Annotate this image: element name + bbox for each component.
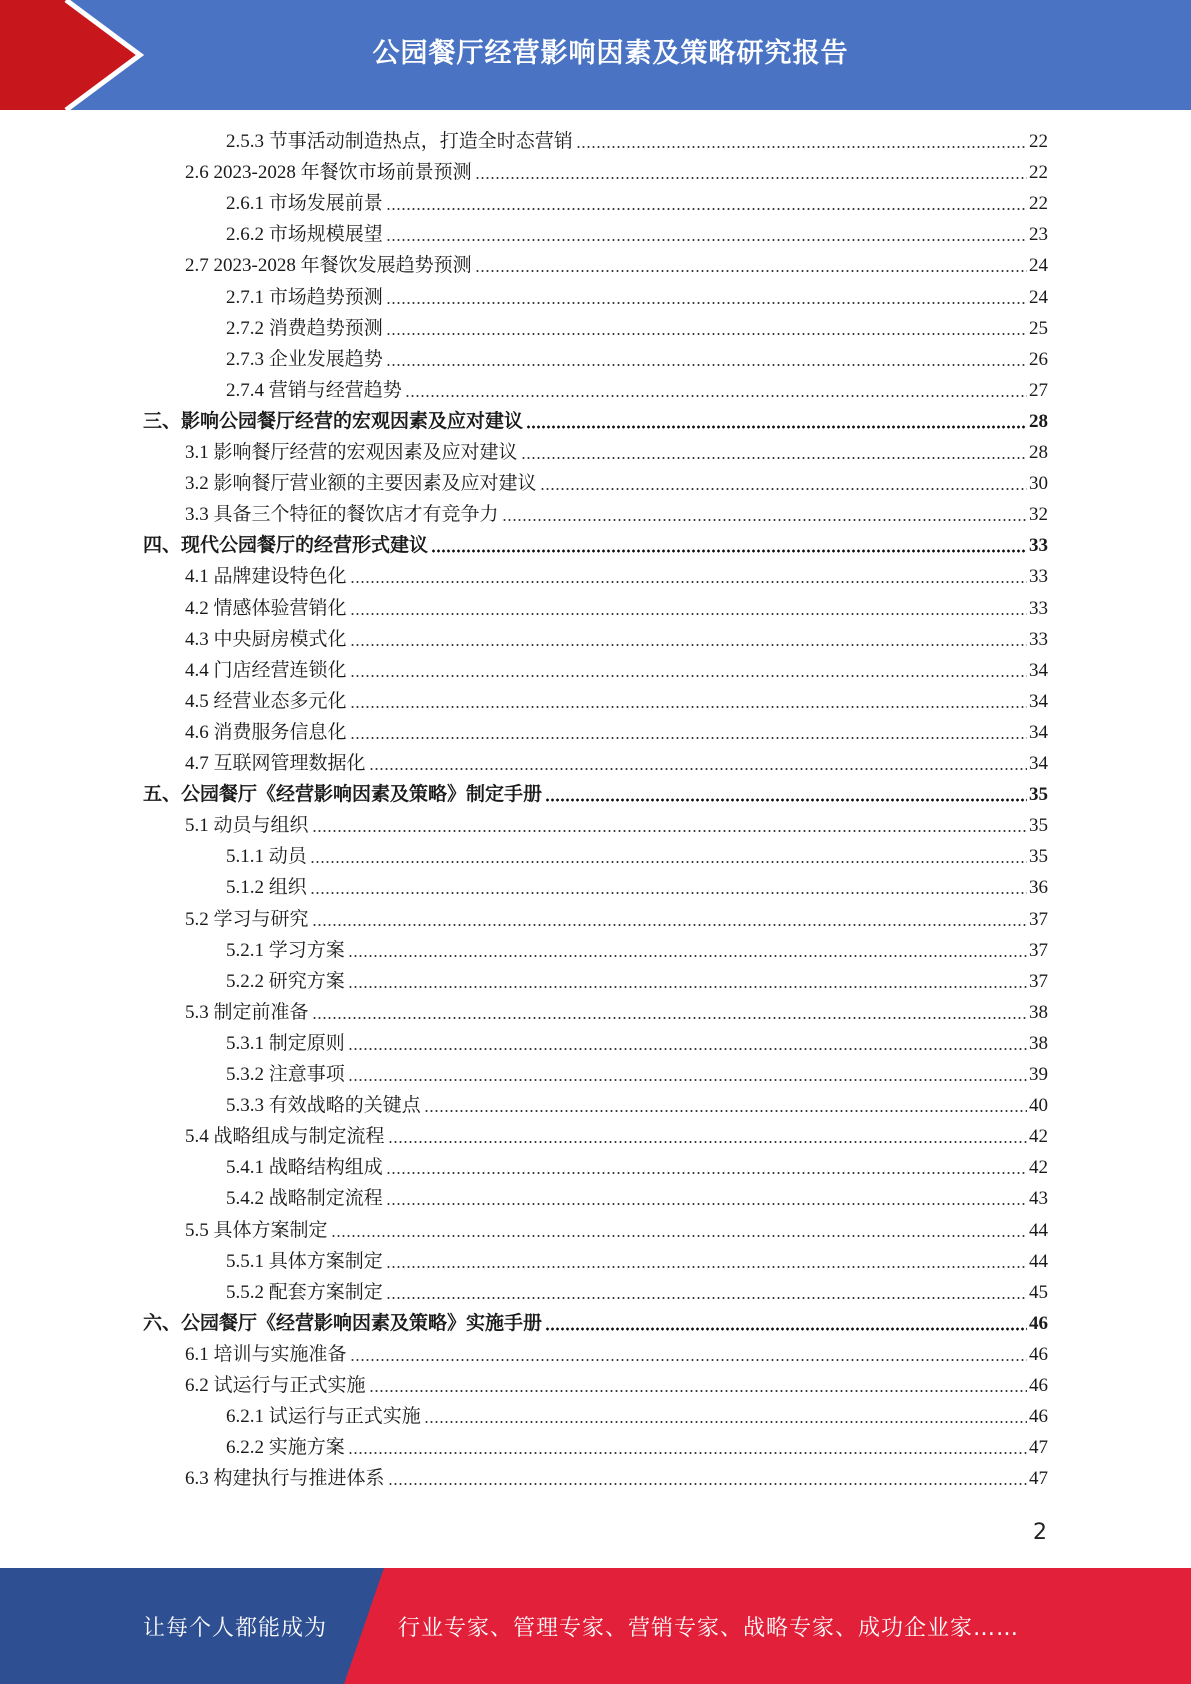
toc-dot-leader bbox=[386, 363, 1027, 367]
toc-entry[interactable] bbox=[226, 1432, 1048, 1463]
toc-entry-label: 2.7.2 消费趋势预测 bbox=[226, 317, 383, 339]
toc-entry-page: 39 bbox=[1029, 1064, 1048, 1085]
toc-entry-label: 五、公园餐厅《经营影响因素及策略》制定手册 bbox=[143, 784, 543, 806]
toc-dot-leader bbox=[312, 829, 1027, 833]
toc-entry[interactable] bbox=[185, 561, 1048, 592]
toc-entry-label: 6.2 试运行与正式实施 bbox=[185, 1375, 366, 1396]
toc-entry-page: 22 bbox=[1029, 162, 1048, 184]
toc-entry-page: 47 bbox=[1029, 1437, 1048, 1459]
toc-dot-leader bbox=[312, 923, 1027, 927]
toc-entry[interactable] bbox=[185, 904, 1048, 935]
toc-entry[interactable] bbox=[185, 810, 1048, 841]
toc-entry-page: 46 bbox=[1029, 1312, 1048, 1334]
toc-entry[interactable] bbox=[226, 935, 1048, 966]
toc-entry-label: 5.2.2 研究方案 bbox=[226, 970, 345, 992]
toc-entry-label: 2.6.1 市场发展前景 bbox=[226, 193, 383, 215]
toc-entry-label: 5.1.1 动员 bbox=[226, 846, 307, 868]
document-title: 公园餐厅经营影响因素及策略研究报告 bbox=[372, 37, 849, 69]
toc-entry-page: 46 bbox=[1029, 1343, 1048, 1365]
toc-dot-leader bbox=[350, 705, 1027, 709]
toc-entry-label: 3.2 影响餐厅营业额的主要因素及应对建议 bbox=[185, 473, 537, 495]
toc-entry-label: 四、现代公园餐厅的经营形式建议 bbox=[143, 535, 429, 557]
toc-entry-label: 4.5 经营业态多元化 bbox=[185, 690, 347, 712]
toc-entry-page: 38 bbox=[1029, 1001, 1048, 1023]
toc-entry[interactable] bbox=[226, 188, 1048, 219]
toc-entry[interactable] bbox=[185, 499, 1048, 530]
toc-entry-label: 5.3.1 制定原则 bbox=[226, 1032, 345, 1054]
toc-entry-label: 2.5.3 节事活动制造热点，打造全时态营销 bbox=[226, 131, 573, 152]
toc-dot-leader bbox=[521, 456, 1027, 460]
toc-entry[interactable] bbox=[226, 1183, 1048, 1214]
toc-entry[interactable] bbox=[143, 779, 1048, 810]
toc-entry-label: 4.1 品牌建设特色化 bbox=[185, 566, 347, 588]
page-header bbox=[0, 0, 1191, 110]
toc-dot-leader bbox=[350, 643, 1027, 647]
toc-entry-page: 26 bbox=[1029, 348, 1048, 370]
toc-entry[interactable] bbox=[185, 250, 1048, 281]
toc-entry-label: 6.2.2 实施方案 bbox=[226, 1437, 345, 1459]
toc-entry[interactable] bbox=[226, 1090, 1048, 1121]
toc-entry-label: 4.7 互联网管理数据化 bbox=[185, 753, 366, 774]
toc-entry[interactable] bbox=[185, 997, 1048, 1028]
toc-entry-page: 45 bbox=[1029, 1281, 1048, 1303]
page-number: 2 bbox=[1033, 1520, 1047, 1545]
toc-entry-label: 5.2.1 学习方案 bbox=[226, 939, 345, 961]
toc-entry[interactable] bbox=[185, 717, 1048, 748]
toc-dot-leader bbox=[350, 674, 1027, 678]
toc-entry-label: 5.4.1 战略结构组成 bbox=[226, 1157, 383, 1179]
toc-entry-label: 5.5.2 配套方案制定 bbox=[226, 1281, 383, 1303]
toc-entry-label: 2.7.1 市场趋势预测 bbox=[226, 286, 383, 308]
toc-entry[interactable] bbox=[185, 1463, 1048, 1494]
toc-entry[interactable] bbox=[185, 157, 1048, 188]
toc-entry[interactable] bbox=[226, 126, 1048, 157]
toc-entry-page: 28 bbox=[1029, 442, 1048, 463]
footer-slogan-left: 让每个人都能成为 bbox=[143, 1615, 328, 1641]
toc-dot-leader bbox=[545, 1327, 1027, 1331]
toc-entry-page: 36 bbox=[1029, 877, 1048, 899]
toc-entry-label: 2.7.4 营销与经营趋势 bbox=[226, 379, 402, 401]
toc-entry-label: 5.4.2 战略制定流程 bbox=[226, 1188, 383, 1210]
toc-entry-page: 37 bbox=[1029, 939, 1048, 961]
toc-dot-leader bbox=[386, 301, 1027, 305]
toc-entry-page: 33 bbox=[1029, 535, 1048, 557]
toc-entry-page: 46 bbox=[1029, 1375, 1048, 1396]
toc-entry-page: 34 bbox=[1029, 659, 1048, 681]
toc-entry-label: 4.3 中央厨房模式化 bbox=[185, 628, 347, 650]
toc-entry-page: 33 bbox=[1029, 628, 1048, 650]
toc-entry-page: 22 bbox=[1029, 131, 1048, 152]
toc-entry-page: 42 bbox=[1029, 1157, 1048, 1179]
toc-entry-page: 23 bbox=[1029, 224, 1048, 246]
toc-entry[interactable] bbox=[143, 530, 1048, 561]
toc-entry[interactable] bbox=[226, 375, 1048, 406]
toc-entry-label: 六、公园餐厅《经营影响因素及策略》实施手册 bbox=[143, 1312, 543, 1334]
toc-entry-page: 44 bbox=[1029, 1250, 1048, 1272]
toc-dot-leader bbox=[348, 1078, 1027, 1082]
toc-entry[interactable] bbox=[226, 219, 1048, 250]
toc-dot-leader bbox=[350, 612, 1027, 616]
toc-dot-leader bbox=[350, 580, 1027, 584]
toc-dot-leader bbox=[386, 1202, 1027, 1206]
toc-entry-label: 三、影响公园餐厅经营的宏观因素及应对建议 bbox=[143, 410, 524, 432]
toc-entry[interactable] bbox=[226, 1028, 1048, 1059]
toc-entry[interactable] bbox=[185, 748, 1048, 779]
toc-entry-label: 4.6 消费服务信息化 bbox=[185, 721, 347, 743]
toc-entry-page: 33 bbox=[1029, 566, 1048, 588]
toc-entry[interactable] bbox=[226, 313, 1048, 344]
toc-entry-page: 37 bbox=[1029, 970, 1048, 992]
toc-entry-label: 6.3 构建执行与推进体系 bbox=[185, 1468, 385, 1490]
toc-entry[interactable] bbox=[185, 593, 1048, 624]
toc-entry-page: 35 bbox=[1029, 815, 1048, 837]
toc-dot-leader bbox=[386, 1265, 1027, 1269]
toc-dot-leader bbox=[502, 518, 1027, 522]
toc-dot-leader bbox=[424, 1420, 1027, 1424]
toc-entry-label: 5.4 战略组成与制定流程 bbox=[185, 1126, 385, 1148]
toc-entry[interactable] bbox=[226, 1401, 1048, 1432]
toc-entry-label: 5.1 动员与组织 bbox=[185, 815, 309, 837]
toc-entry-label: 2.7.3 企业发展趋势 bbox=[226, 348, 383, 370]
toc-dot-leader bbox=[310, 891, 1027, 895]
toc-entry-label: 6.2.1 试运行与正式实施 bbox=[226, 1406, 421, 1428]
toc-entry[interactable] bbox=[226, 344, 1048, 375]
toc-entry[interactable] bbox=[226, 1059, 1048, 1090]
toc-entry-label: 5.3.3 有效战略的关键点 bbox=[226, 1095, 421, 1117]
toc-dot-leader bbox=[369, 767, 1027, 771]
toc-entry[interactable] bbox=[185, 468, 1048, 499]
toc-dot-leader bbox=[405, 394, 1027, 398]
toc-entry-label: 6.1 培训与实施准备 bbox=[185, 1343, 347, 1365]
toc-entry[interactable] bbox=[226, 841, 1048, 872]
toc-entry-page: 35 bbox=[1029, 846, 1048, 868]
toc-dot-leader bbox=[350, 1358, 1027, 1362]
toc-dot-leader bbox=[348, 985, 1027, 989]
toc-entry-label: 4.2 情感体验营销化 bbox=[185, 597, 347, 619]
toc-entry-label: 3.1 影响餐厅经营的宏观因素及应对建议 bbox=[185, 442, 518, 463]
toc-dot-leader bbox=[348, 954, 1027, 958]
toc-dot-leader bbox=[369, 1389, 1027, 1393]
toc-entry[interactable] bbox=[185, 1121, 1048, 1152]
toc-entry-page: 37 bbox=[1029, 908, 1048, 930]
toc-entry-page: 24 bbox=[1029, 255, 1048, 277]
toc-entry-label: 5.5 具体方案制定 bbox=[185, 1219, 328, 1241]
toc-entry[interactable] bbox=[185, 1215, 1048, 1246]
toc-entry-page: 30 bbox=[1029, 473, 1048, 495]
toc-dot-leader bbox=[348, 1047, 1027, 1051]
toc-entry-page: 47 bbox=[1029, 1468, 1048, 1490]
toc-entry-page: 44 bbox=[1029, 1219, 1048, 1241]
toc-entry[interactable] bbox=[185, 686, 1048, 717]
toc-dot-leader bbox=[386, 332, 1027, 336]
toc-entry[interactable] bbox=[185, 624, 1048, 655]
toc-entry-page: 34 bbox=[1029, 753, 1048, 774]
toc-entry-page: 46 bbox=[1029, 1406, 1048, 1428]
toc-entry-page: 27 bbox=[1029, 379, 1048, 401]
toc-entry-page: 28 bbox=[1029, 410, 1048, 432]
toc-entry-page: 24 bbox=[1029, 286, 1048, 308]
page-footer bbox=[0, 1568, 1191, 1684]
toc-entry-page: 22 bbox=[1029, 193, 1048, 215]
toc-entry[interactable] bbox=[226, 1152, 1048, 1183]
toc-entry-label: 2.7 2023-2028 年餐饮发展趋势预测 bbox=[185, 255, 472, 277]
toc-dot-leader bbox=[331, 1234, 1027, 1238]
toc-dot-leader bbox=[424, 1109, 1027, 1113]
toc-entry-label: 2.6 2023-2028 年餐饮市场前景预测 bbox=[185, 162, 472, 184]
toc-entry-label: 5.3 制定前准备 bbox=[185, 1001, 309, 1023]
toc-entry-page: 35 bbox=[1029, 784, 1048, 806]
toc-entry[interactable] bbox=[185, 437, 1048, 468]
toc-entry-page: 34 bbox=[1029, 690, 1048, 712]
toc-dot-leader bbox=[388, 1140, 1027, 1144]
toc-dot-leader bbox=[386, 207, 1027, 211]
toc-entry[interactable] bbox=[185, 655, 1048, 686]
toc-entry[interactable] bbox=[226, 1246, 1048, 1277]
toc-entry-label: 3.3 具备三个特征的餐饮店才有竞争力 bbox=[185, 504, 499, 526]
toc-entry[interactable] bbox=[143, 406, 1048, 437]
toc-dot-leader bbox=[312, 1016, 1027, 1020]
toc-entry-page: 40 bbox=[1029, 1095, 1048, 1117]
toc-entry-label: 5.2 学习与研究 bbox=[185, 908, 309, 930]
toc-entry-page: 42 bbox=[1029, 1126, 1048, 1148]
toc-entry-label: 2.6.2 市场规模展望 bbox=[226, 224, 383, 246]
toc-dot-leader bbox=[540, 487, 1027, 491]
toc-dot-leader bbox=[386, 1171, 1027, 1175]
toc-entry[interactable] bbox=[226, 1277, 1048, 1308]
toc-entry-page: 33 bbox=[1029, 597, 1048, 619]
footer-slogan-right: 行业专家、管理专家、营销专家、战略专家、成功企业家…… bbox=[398, 1615, 1020, 1641]
toc-entry-page: 43 bbox=[1029, 1188, 1048, 1210]
toc-dot-leader bbox=[475, 269, 1027, 273]
toc-entry-label: 5.3.2 注意事项 bbox=[226, 1064, 345, 1085]
toc-dot-leader bbox=[310, 860, 1027, 864]
toc-entry[interactable] bbox=[226, 966, 1048, 997]
toc-dot-leader bbox=[545, 798, 1027, 802]
toc-dot-leader bbox=[475, 176, 1027, 180]
toc-entry[interactable] bbox=[185, 1370, 1048, 1401]
toc-entry-label: 4.4 门店经营连锁化 bbox=[185, 659, 347, 681]
toc-entry[interactable] bbox=[226, 872, 1048, 903]
toc-entry-page: 25 bbox=[1029, 317, 1048, 339]
toc-entry[interactable] bbox=[185, 1339, 1048, 1370]
toc-entry-page: 38 bbox=[1029, 1032, 1048, 1054]
toc-entry-label: 5.1.2 组织 bbox=[226, 877, 307, 899]
toc-dot-leader bbox=[388, 1482, 1027, 1486]
toc-entry-page: 34 bbox=[1029, 721, 1048, 743]
toc-dot-leader bbox=[350, 736, 1027, 740]
toc-entry-label: 5.5.1 具体方案制定 bbox=[226, 1250, 383, 1272]
toc-dot-leader bbox=[348, 1451, 1027, 1455]
toc-entry[interactable] bbox=[143, 1308, 1048, 1339]
toc-dot-leader bbox=[386, 238, 1027, 242]
toc-dot-leader bbox=[526, 425, 1027, 429]
toc-dot-leader bbox=[386, 1296, 1027, 1300]
toc-dot-leader bbox=[576, 145, 1027, 149]
toc-entry[interactable] bbox=[226, 282, 1048, 313]
toc-entry-page: 32 bbox=[1029, 504, 1048, 526]
toc-dot-leader bbox=[431, 549, 1027, 553]
